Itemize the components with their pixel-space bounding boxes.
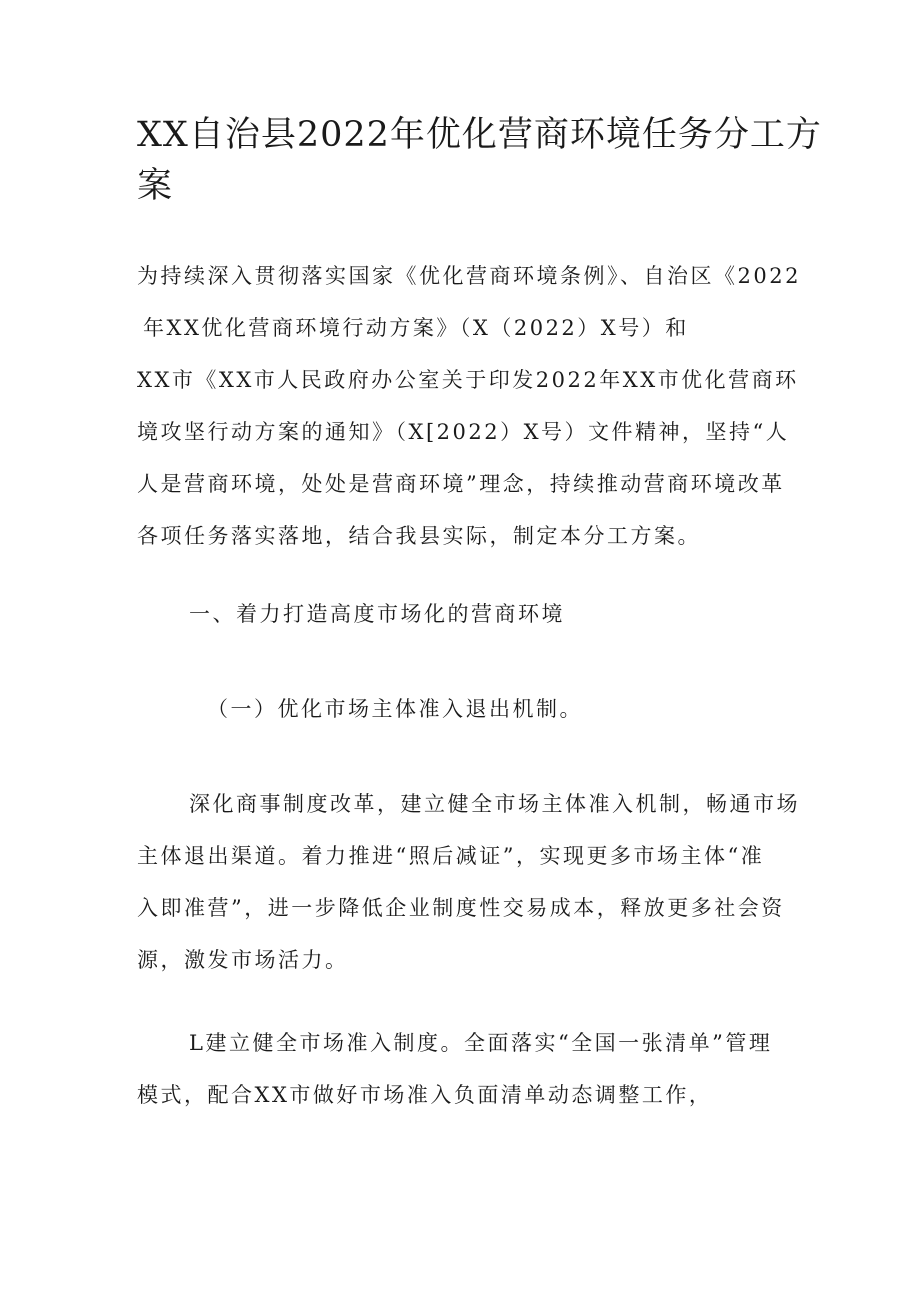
intro-line: 为持续深入贯彻落实国家《优化营商环境条例》、自治区《2022 [137, 264, 801, 288]
document-title [137, 110, 822, 212]
body-paragraph [137, 778, 800, 986]
subsection-heading-text: （一）优化市场主体准入退出机制。 [207, 697, 583, 721]
intro-line: 境攻坚行动方案的通知》（X[2022）X号）文件精神，坚持“人 [137, 420, 790, 444]
paragraph-line: 主体退出渠道。着力推进“照后减证”，实现更多市场主体“准 [137, 844, 765, 868]
intro-line: XX市《XX市人民政府办公室关于印发2022年XX市优化营商环 [137, 368, 799, 392]
intro-paragraph [137, 250, 801, 562]
paragraph-line: 模式，配合XX市做好市场准入负面清单动态调整工作， [137, 1083, 713, 1107]
intro-line: 人是营商环境，处处是营商环境”理念，持续推动营商环境改革 [137, 472, 785, 496]
paragraph-line: L建立健全市场准入制度。全面落实“全国一张清单”管理 [189, 1031, 773, 1055]
body-paragraph [137, 1017, 789, 1121]
title-line: 案 [137, 166, 174, 206]
intro-line: 各项任务落实落地，结合我县实际，制定本分工方案。 [137, 524, 701, 548]
paragraph-line: 入即准营”，进一步降低企业制度性交易成本，释放更多社会资 [137, 896, 785, 920]
intro-line: 年XX优化营商环境行动方案》（X（2022）X号）和 [143, 316, 689, 340]
section-heading [137, 588, 789, 640]
paragraph-line: 源，激发市场活力。 [137, 948, 349, 972]
subsection-heading [137, 683, 789, 735]
section-heading-text: 一、着力打造高度市场化的营商环境 [189, 602, 565, 626]
title-line: XX自治县2022年优化营商环境任务分工方 [137, 115, 822, 155]
paragraph-line: 深化商事制度改革，建立健全市场主体准入机制，畅通市场 [189, 792, 800, 816]
